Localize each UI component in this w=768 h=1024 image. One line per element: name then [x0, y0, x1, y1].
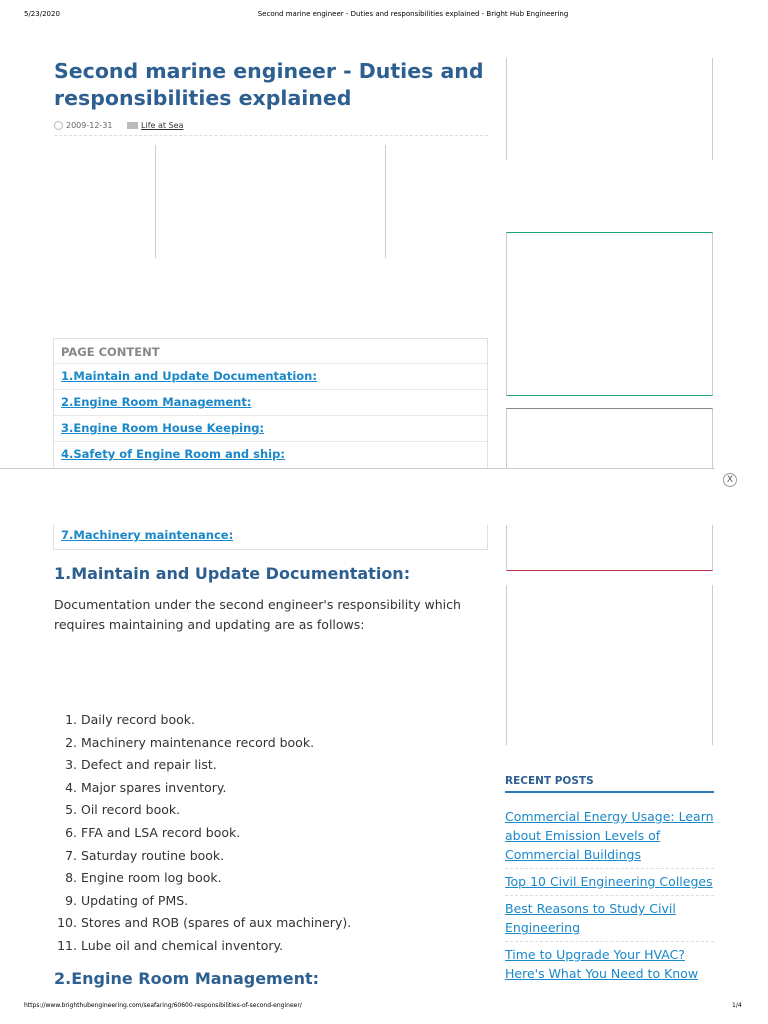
list-item: 1. Daily record book. — [65, 712, 195, 727]
list-item: 8. Engine room log book. — [65, 870, 222, 886]
overlay-banner — [0, 468, 715, 525]
section-intro: Documentation under the second engineer's responsibility which requires maintaining and updating are as follows: — [54, 597, 461, 632]
post-date: 2009-12-31 — [66, 121, 113, 130]
ad-slot-3-lower — [506, 525, 713, 571]
list-item: 9. Updating of PMS. — [65, 892, 189, 908]
list-item: 3. Defect and repair list. — [65, 757, 217, 773]
toc-link-management[interactable]: 2.Engine Room Management: — [54, 389, 487, 415]
documentation-list — [54, 710, 351, 959]
ad-slot-4 — [506, 585, 713, 745]
ad-frame-right — [385, 145, 386, 258]
ad-slot-1 — [506, 58, 713, 160]
folder-icon — [127, 122, 138, 129]
category-link[interactable]: Life at Sea — [141, 121, 184, 130]
post-divider — [505, 895, 714, 896]
list-item: 4. Major spares inventory. — [65, 779, 227, 795]
post-divider — [505, 868, 714, 869]
article-meta — [54, 121, 488, 136]
recent-post-link[interactable]: Best Reasons to Study Civil Engineering — [505, 901, 676, 935]
toc-link-documentation[interactable]: 1.Maintain and Update Documentation: — [54, 363, 487, 389]
article-title: Second marine engineer - Duties and responsibilities explained — [54, 59, 484, 110]
section-heading-documentation: 1.Maintain and Update Documentation: — [54, 564, 411, 583]
recent-post-link[interactable]: Commercial Energy Usage: Learn about Emission Levels of Commercial Buildings — [505, 809, 714, 862]
list-item: 11. Lube oil and chemical inventory. — [57, 937, 284, 953]
list-item: 7. Saturday routine book. — [65, 847, 225, 863]
list-item: 10. Stores and ROB (spares of aux machinery). — [57, 915, 352, 931]
toc-link-safety[interactable]: 4.Safety of Engine Room and ship: — [54, 441, 487, 467]
ad-frame-left — [155, 145, 156, 258]
clock-icon — [54, 121, 63, 130]
print-page-title: Second marine engineer - Duties and responsibilities explained - Bright Hub Engineering — [257, 10, 569, 18]
print-url: https://www.brighthubengineering.com/seafaring/60600-responsibilities-of-second-engineer/ — [24, 1002, 302, 1009]
overlay-close-button[interactable]: X — [723, 473, 737, 487]
ad-slot-2 — [506, 232, 713, 396]
list-item: 6. FFA and LSA record book. — [65, 824, 241, 840]
toc-link-machinery[interactable]: 7.Machinery maintenance: — [61, 528, 234, 542]
recent-posts-title: RECENT POSTS — [505, 775, 714, 793]
recent-post-link[interactable]: Time to Upgrade Your HVAC? Here's What You Need to Know — [505, 947, 699, 981]
toc-heading: PAGE CONTENT — [61, 345, 160, 359]
recent-post-link[interactable]: Top 10 Civil Engineering Colleges — [505, 874, 713, 889]
footer-band — [0, 996, 768, 1024]
section-heading-management: 2.Engine Room Management: — [54, 969, 319, 988]
ad-slot-3 — [506, 408, 713, 468]
list-item: 5. Oil record book. — [65, 802, 181, 818]
toc-link-housekeeping[interactable]: 3.Engine Room House Keeping: — [54, 415, 487, 441]
print-date: 5/23/2020 — [24, 10, 60, 18]
post-divider — [505, 941, 714, 942]
list-item: 2. Machinery maintenance record book. — [65, 734, 315, 750]
print-page-number: 1/4 — [732, 1002, 742, 1009]
